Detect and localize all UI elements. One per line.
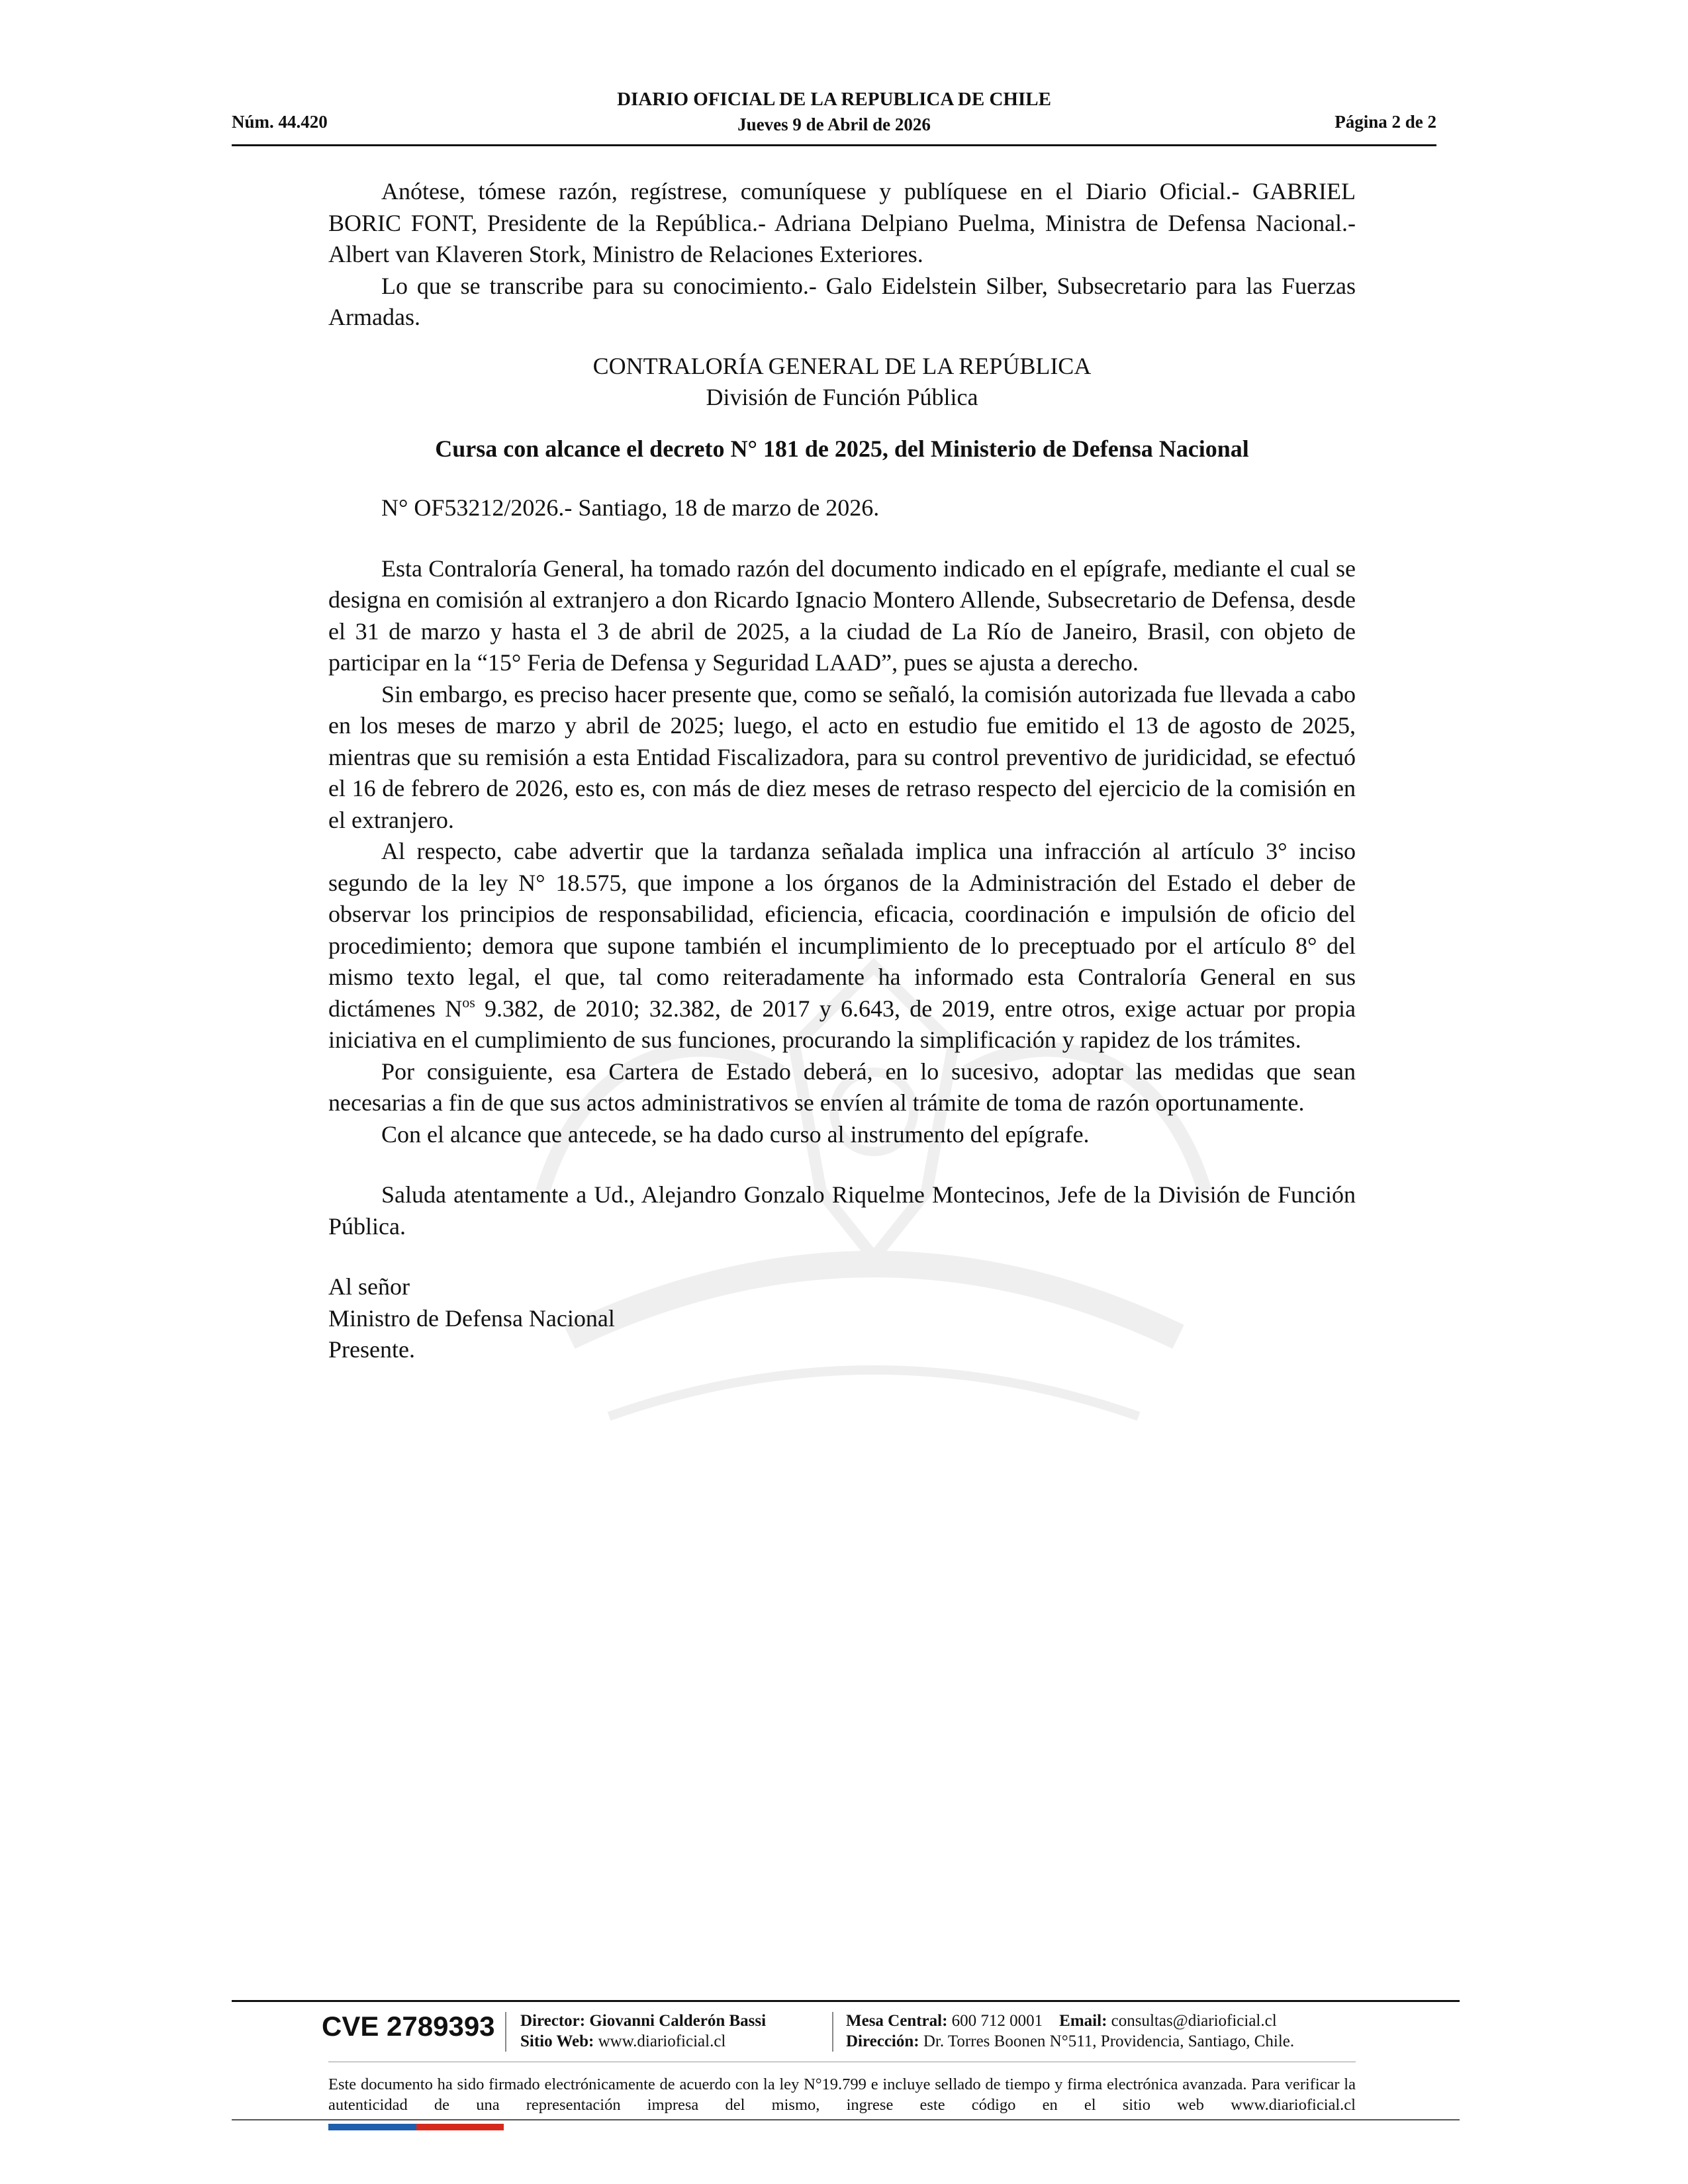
paragraph-5: Con el alcance que antecede, se ha dado curso al instrumento del epígrafe. <box>381 1120 1090 1148</box>
plural-superscript: os <box>462 993 475 1011</box>
flag-blue-stripe <box>328 2124 416 2130</box>
addressee-line-3: Presente. <box>328 1336 415 1363</box>
page-header <box>232 83 1436 144</box>
paragraph-3 <box>328 836 1356 1056</box>
bottom-rule <box>232 2119 1460 2120</box>
newspaper-title: DIARIO OFICIAL DE LA REPUBLICA DE CHILE <box>617 89 1051 110</box>
footer-contact-column <box>846 2011 1294 2052</box>
addressee-line-1: Al señor <box>328 1273 410 1300</box>
mesa-phone: 600 712 0001 <box>951 2012 1043 2030</box>
site-url[interactable]: www.diarioficial.cl <box>598 2032 726 2050</box>
footer-separator <box>505 2012 506 2052</box>
closing-salutation: Saluda atentamente a Ud., Alejandro Gonzalo Riquelme Montecinos, Jefe de la División de Función Pública. <box>328 1181 1356 1240</box>
footer-director-column <box>520 2011 766 2052</box>
paragraph-4: Por consiguiente, esa Cartera de Estado deberá, en lo sucesivo, adoptar las medidas que sean necesarias a fin de que sus actos administrativos se envíen al trámite de toma de razón oportunamente. <box>328 1058 1356 1116</box>
flag-stripe <box>328 2124 504 2130</box>
email-label: Email: <box>1059 2012 1107 2030</box>
footer-separator <box>832 2012 833 2052</box>
organization-heading: CONTRALORÍA GENERAL DE LA REPÚBLICA <box>592 352 1092 379</box>
transcription-paragraph: Lo que se transcribe para su conocimiento.- Galo Eidelstein Silber, Subsecretario para las Fuerzas Armadas. <box>328 272 1356 330</box>
flag-red-stripe <box>416 2124 504 2130</box>
paragraph-2: Sin embargo, es preciso hacer presente que, como se señaló, la comisión autorizada fue llevada a cabo en los meses de marzo y abril de 2025; luego, el acto en estudio fue emitido el 13 de agosto de 2025, mientras que su remisión a esta Entidad Fiscalizadora, para su control preventivo de juridicidad, se efectuó el 16 de febrero de 2026, esto es, con más de diez meses de retraso respecto del ejercicio de la comisión en el extranjero. <box>328 680 1356 833</box>
resolution-title: Cursa con alcance el decreto N° 181 de 2025, del Ministerio de Defensa Nacional <box>435 435 1249 462</box>
legal-notice: Este documento ha sido firmado electrónicamente de acuerdo con la ley N°19.799 e incluye sellado de tiempo y firma electrónica avanzada. Para verificar la autenticidad de una representación impresa del mismo, ingrese este código en el sitio web www.diarioficial.cl <box>328 2075 1356 2114</box>
site-label: Sitio Web: <box>520 2032 594 2050</box>
address-value: Dr. Torres Boonen N°511, Providencia, Santiago, Chile. <box>923 2032 1295 2050</box>
document-body <box>328 176 1356 1366</box>
issue-number: Núm. 44.420 <box>232 112 328 132</box>
division-heading: División de Función Pública <box>706 384 978 410</box>
header-rule <box>232 144 1436 146</box>
footer-rule <box>232 2000 1460 2002</box>
office-reference: N° OF53212/2026.- Santiago, 18 de marzo de 2026. <box>381 494 880 521</box>
cve-code: CVE 2789393 <box>322 2011 495 2042</box>
mesa-label: Mesa Central: <box>846 2012 948 2030</box>
director-label: Director: <box>520 2012 586 2030</box>
director-name: Giovanni Calderón Bassi <box>589 2012 767 2030</box>
paragraph-3-part-b: 9.382, de 2010; 32.382, de 2017 y 6.643, de 2019, entre otros, exige actuar por propia iniciativa en el cumplimiento de sus funciones, procurando la simplificación y rapidez de los trámites. <box>328 995 1356 1053</box>
email-address[interactable]: consultas@diarioficial.cl <box>1111 2012 1277 2030</box>
page-number: Página 2 de 2 <box>1335 112 1436 132</box>
paragraph-1: Esta Contraloría General, ha tomado razón del documento indicado en el epígrafe, mediante el cual se designa en comisión al extranjero a don Ricardo Ignacio Montero Allende, Subsecretario de Defensa, desde el 31 de marzo y hasta el 3 de abril de 2025, a la ciudad de La Río de Janeiro, Brasil, con objeto de participar en la “15° Feria de Defensa y Seguridad LAAD”, pues se ajusta a derecho. <box>328 555 1356 676</box>
addressee-line-2: Ministro de Defensa Nacional <box>328 1304 615 1332</box>
issue-date: Jueves 9 de Abril de 2026 <box>737 114 931 134</box>
address-label: Dirección: <box>846 2032 919 2050</box>
header-center <box>232 87 1436 137</box>
decree-closing-paragraph: Anótese, tómese razón, regístrese, comuníquese y publíquese en el Diario Oficial.- GABRIEL BORIC FONT, Presidente de la República.- Adriana Delpiano Puelma, Ministra de Defensa Nacional.- Albert van Klaveren Stork, Ministro de Relaciones Exteriores. <box>328 178 1356 267</box>
paragraph-3-part-a: Al respecto, cabe advertir que la tardanza señalada implica una infracción al artículo 3° inciso segundo de la ley N° 18.575, que impone a los órganos de la Administración del Estado el deber de observar los principios de responsabilidad, eficiencia, eficacia, coordinación e impulsión de oficio del procedimiento; demora que supone también el incumplimiento de lo preceptuado por el artículo 8° del mismo texto legal, el que, tal como reiteradamente ha informado esta Contraloría General en sus dictámenes N <box>328 838 1356 1022</box>
